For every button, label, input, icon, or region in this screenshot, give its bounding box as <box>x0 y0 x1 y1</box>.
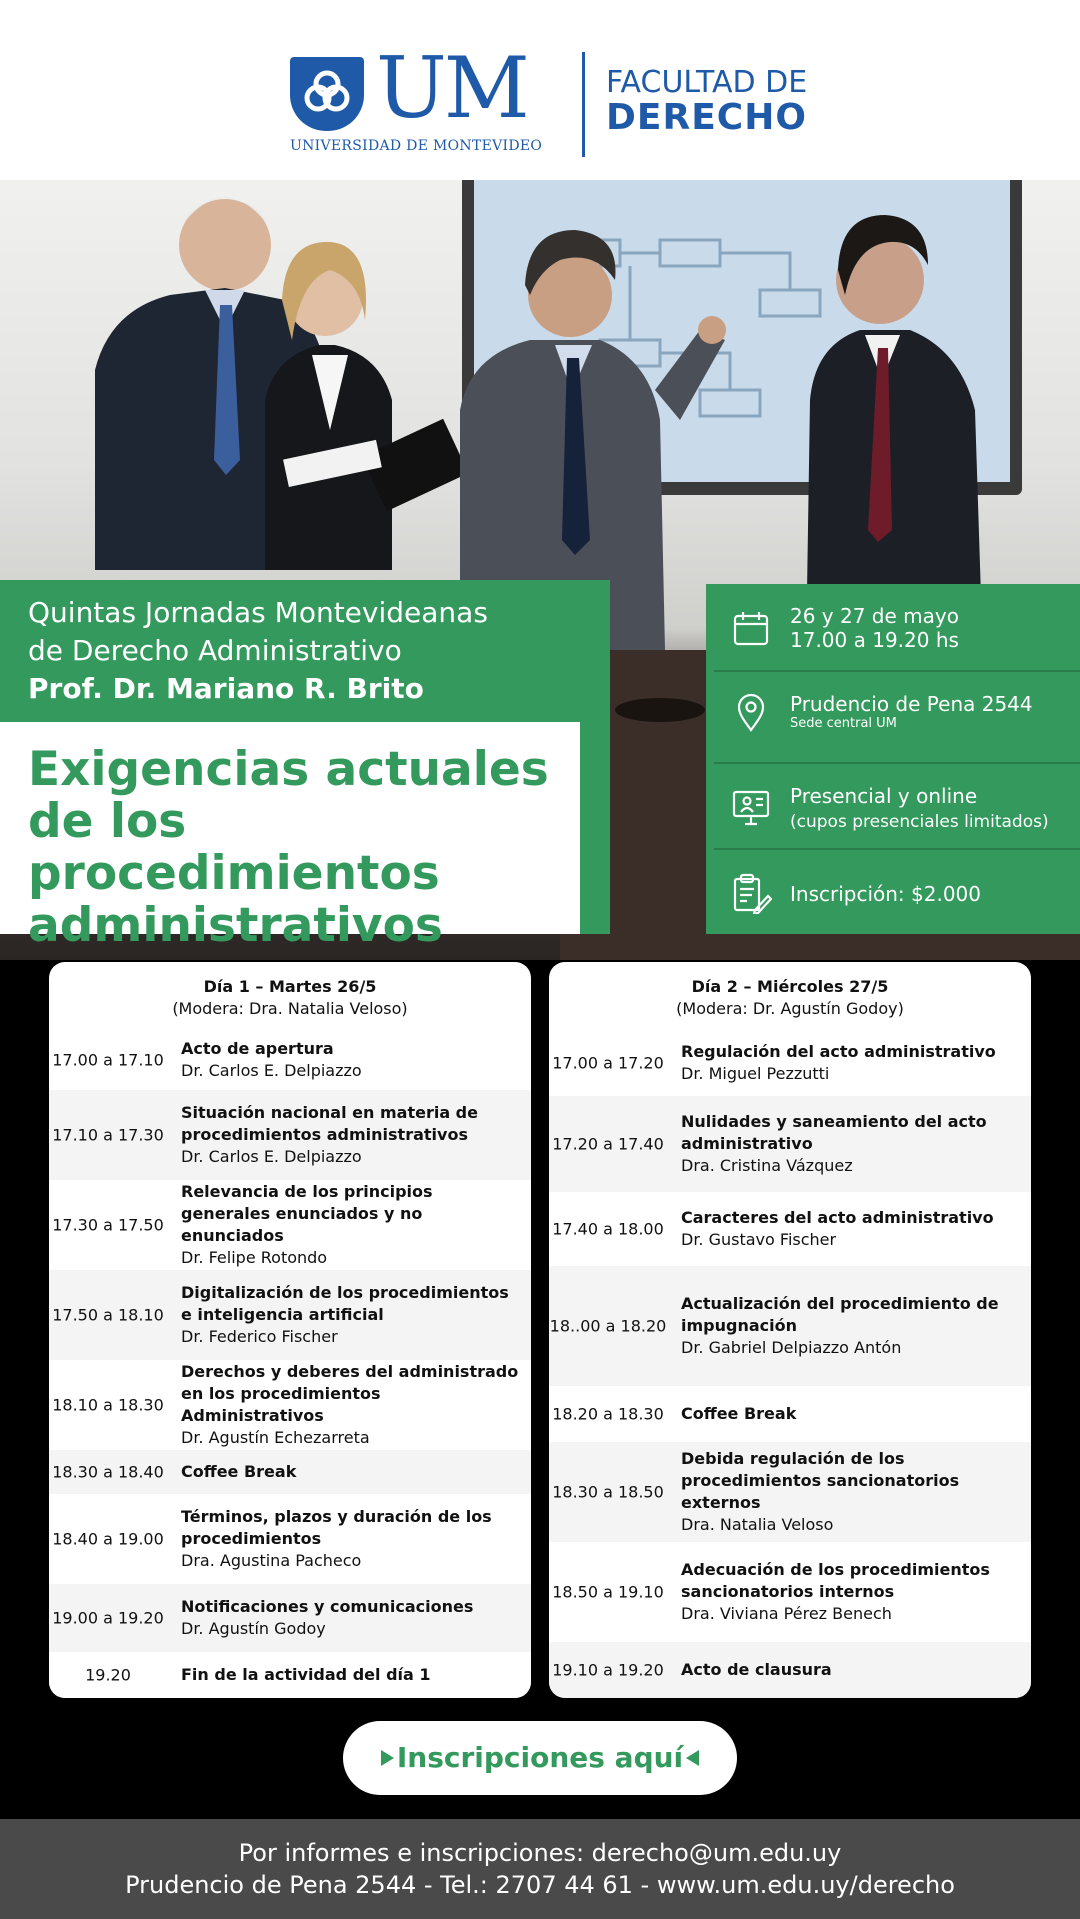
day1-session-list <box>49 1030 531 1698</box>
day1-header <box>49 962 531 1030</box>
info-panel <box>706 584 1080 934</box>
series-line1: Quintas Jornadas Montevideanas <box>28 596 488 629</box>
schedule-row <box>549 1442 1031 1542</box>
info-divider <box>714 670 1080 672</box>
event-fee: Inscripción: $2.000 <box>790 882 982 906</box>
day2-schedule <box>549 962 1031 1698</box>
schedule-row <box>549 1386 1031 1442</box>
session-speaker: Dra. Natalia Veloso <box>681 1515 834 1534</box>
location-info <box>714 682 1080 752</box>
session-topic: Situación nacional en materia de procedimientos administrativos <box>181 1103 478 1144</box>
session-time: 17.10 a 17.30 <box>52 1125 164 1145</box>
session-time: 19.20 <box>85 1665 131 1685</box>
title-line1: Exigencias actuales <box>28 742 549 797</box>
session-time: 18.50 a 19.10 <box>552 1582 664 1602</box>
schedule-row <box>49 1030 531 1090</box>
event-mode-note: (cupos presenciales limitados) <box>790 812 1049 832</box>
session-topic: Caracteres del acto administrativo <box>681 1208 994 1227</box>
monitor-presenter-icon <box>730 786 772 828</box>
session-speaker: Dra. Agustina Pacheco <box>181 1551 362 1570</box>
session-speaker: Dr. Gustavo Fischer <box>681 1230 837 1249</box>
schedule-row <box>549 1542 1031 1642</box>
register-button-label: Inscripciones aquí <box>396 1741 684 1774</box>
event-mode: Presencial y online <box>790 784 978 808</box>
session-speaker: Dr. Agustín Godoy <box>181 1619 326 1638</box>
fee-info <box>714 860 1080 926</box>
session-speaker: Dr. Felipe Rotondo <box>181 1248 328 1267</box>
footer <box>0 1819 1080 1919</box>
session-time: 18.20 a 18.30 <box>552 1404 664 1424</box>
session-time: 17.50 a 18.10 <box>52 1305 164 1325</box>
main-title <box>28 744 588 952</box>
session-speaker: Dr. Agustín Echezarreta <box>181 1428 370 1447</box>
event-address: Prudencio de Pena 2544 <box>790 692 1033 716</box>
faculty-line2: DERECHO <box>606 97 807 138</box>
info-divider <box>714 848 1080 850</box>
title-line3: administrativos <box>28 898 443 953</box>
event-time: 17.00 a 19.20 hs <box>790 628 959 652</box>
location-pin-icon <box>730 692 772 734</box>
session-time: 18.10 a 18.30 <box>52 1395 164 1415</box>
session-topic: Acto de apertura <box>181 1039 334 1058</box>
day2-session-list <box>549 1030 1031 1698</box>
session-speaker: Dra. Viviana Pérez Benech <box>681 1604 892 1623</box>
day2-moderator: (Modera: Dr. Agustín Godoy) <box>676 999 904 1018</box>
um-wordmark: UM <box>376 39 527 137</box>
title-line2: de los procedimientos <box>28 794 440 901</box>
session-topic: Adecuación de los procedimientos sancionatorios internos <box>681 1560 990 1601</box>
logo-divider <box>582 52 585 157</box>
um-logo <box>290 39 543 162</box>
series-line2: de Derecho Administrativo <box>28 634 402 667</box>
session-topic: Coffee Break <box>681 1404 797 1423</box>
mode-info <box>714 774 1080 844</box>
schedule-row <box>49 1180 531 1270</box>
arrow-left-icon <box>686 1750 699 1766</box>
calendar-icon <box>730 608 772 650</box>
header <box>0 0 1080 180</box>
session-time: 19.10 a 19.20 <box>552 1660 664 1680</box>
session-speaker: Dr. Miguel Pezzutti <box>681 1064 830 1083</box>
session-time: 17.40 a 18.00 <box>552 1219 664 1239</box>
schedule-row <box>49 1584 531 1652</box>
session-time: 18.30 a 18.50 <box>552 1482 664 1502</box>
faculty-line1: FACULTAD DE <box>606 65 808 100</box>
day2-title: Día 2 – Miércoles 27/5 <box>691 977 889 996</box>
schedule-row <box>49 1090 531 1180</box>
day1-title: Día 1 – Martes 26/5 <box>203 977 377 996</box>
schedule-row <box>549 1192 1031 1266</box>
schedule-row <box>549 1030 1031 1096</box>
session-speaker: Dr. Carlos E. Delpiazzo <box>181 1061 362 1080</box>
day2-header <box>549 962 1031 1030</box>
session-topic: Términos, plazos y duración de los procedimientos <box>181 1507 492 1548</box>
clipboard-pen-icon <box>730 872 772 914</box>
session-time: 17.00 a 17.20 <box>552 1053 664 1073</box>
session-time: 18.40 a 19.00 <box>52 1529 164 1549</box>
day1-schedule <box>49 962 531 1698</box>
schedule-row <box>49 1494 531 1584</box>
session-time: 18.30 a 18.40 <box>52 1462 164 1482</box>
session-topic: Digitalización de los procedimientos e inteligencia artificial <box>181 1283 509 1324</box>
session-topic: Debida regulación de los procedimientos sancionatorios externos <box>681 1449 960 1512</box>
session-time: 17.20 a 17.40 <box>552 1134 664 1154</box>
university-crest-icon <box>290 57 364 131</box>
session-topic: Fin de la actividad del día 1 <box>181 1665 431 1684</box>
event-date: 26 y 27 de mayo <box>790 604 959 628</box>
schedule-row <box>549 1096 1031 1192</box>
session-speaker: Dra. Cristina Vázquez <box>681 1156 853 1175</box>
schedule-row <box>49 1360 531 1450</box>
session-topic: Acto de clausura <box>681 1660 832 1679</box>
footer-address: Prudencio de Pena 2544 - Tel.: 2707 44 61 - www.um.edu.uy/derecho <box>125 1871 955 1899</box>
session-time: 18..00 a 18.20 <box>549 1316 667 1336</box>
university-name: UNIVERSIDAD DE MONTEVIDEO <box>290 138 543 154</box>
day1-moderator: (Modera: Dra. Natalia Veloso) <box>172 999 408 1018</box>
honoree-name: Prof. Dr. Mariano R. Brito <box>28 672 424 705</box>
series-title <box>28 594 488 708</box>
register-button[interactable] <box>343 1721 737 1795</box>
session-topic: Coffee Break <box>181 1462 297 1481</box>
event-venue: Sede central UM <box>790 716 897 731</box>
session-topic: Derechos y deberes del administrado en los procedimientos Administrativos <box>181 1362 519 1425</box>
info-divider <box>714 762 1080 764</box>
footer-contact: Por informes e inscripciones: derecho@um.edu.uy <box>238 1839 842 1867</box>
schedule-row <box>549 1266 1031 1386</box>
session-speaker: Dr. Carlos E. Delpiazzo <box>181 1147 362 1166</box>
schedule-row <box>49 1270 531 1360</box>
session-topic: Actualización del procedimiento de impugnación <box>681 1294 999 1335</box>
session-topic: Nulidades y saneamiento del acto administrativo <box>681 1112 987 1153</box>
session-time: 17.00 a 17.10 <box>52 1050 164 1070</box>
schedule-row <box>549 1642 1031 1698</box>
session-topic: Notificaciones y comunicaciones <box>181 1597 474 1616</box>
session-speaker: Dr. Gabriel Delpiazzo Antón <box>681 1338 902 1357</box>
session-time: 17.30 a 17.50 <box>52 1215 164 1235</box>
session-topic: Relevancia de los principios generales enunciados y no enunciados <box>181 1182 433 1245</box>
schedule-row <box>49 1652 531 1698</box>
session-speaker: Dr. Federico Fischer <box>181 1327 338 1346</box>
session-time: 19.00 a 19.20 <box>52 1608 164 1628</box>
date-info <box>714 598 1080 658</box>
schedule-row <box>49 1450 531 1494</box>
session-topic: Regulación del acto administrativo <box>681 1042 996 1061</box>
